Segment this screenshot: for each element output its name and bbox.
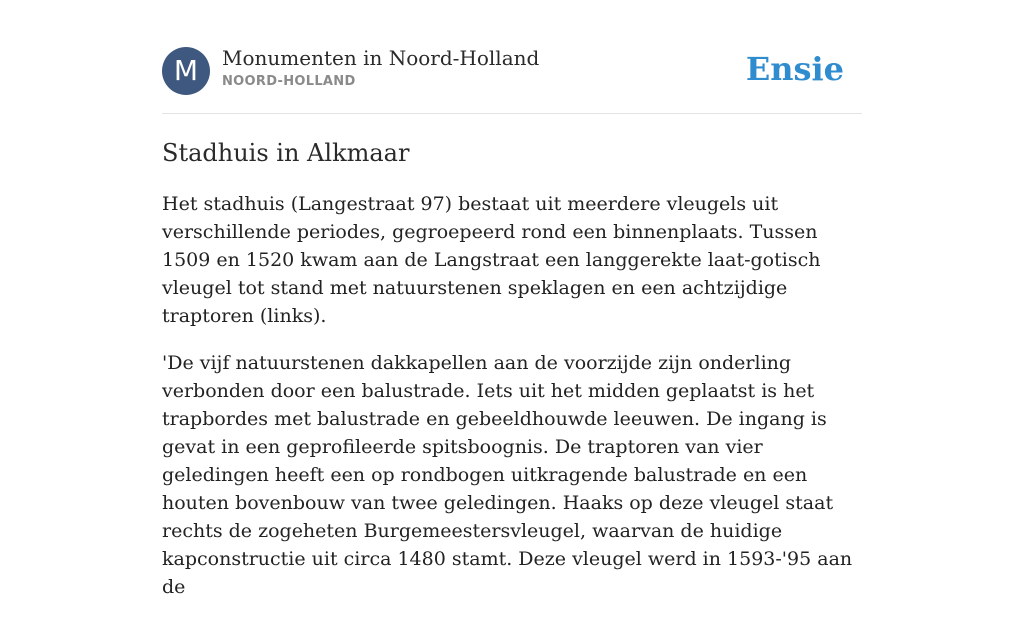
ensie-logo-link[interactable]: Ensie — [745, 50, 844, 88]
article-body — [162, 190, 866, 620]
collection-title[interactable]: Monumenten in Noord-Holland — [222, 46, 540, 70]
article-paragraph: Het stadhuis (Langestraat 97) bestaat uit meerdere vleugels uit verschillende periodes, gegroepeerd rond een binnenplaats. Tussen 1509 en 1520 kwam aan de Langstraat een langgerekte laat-gotisch vleugel tot stand met natuurstenen speklagen en een achtzijdige traptoren (links). — [162, 193, 821, 327]
avatar[interactable]: M — [162, 47, 210, 95]
page-container — [162, 0, 862, 598]
collection-subtitle[interactable]: NOORD-HOLLAND — [222, 74, 356, 89]
article-paragraph: 'De vijf natuurstenen dakkapellen aan de voorzijde zijn onderling verbonden door een balustrade. Iets uit het midden geplaatst is het trapbordes met balustrade en gebeeldhouwde leeuwen. De ingang is gevat in een geprofileerde spitsboognis. De traptoren van vier geledingen heeft een op rondbogen uitkragende balustrade en een houten bovenbouw van twee geledingen. Haaks op deze vleugel staat rechts de zogeheten Burgemeestersvleugel, waarvan de huidige kapconstructie uit circa 1480 stamt. Deze vleugel werd in 1593-'95 aan de — [162, 352, 853, 598]
article-title: Stadhuis in Alkmaar — [162, 139, 410, 167]
header — [162, 0, 862, 114]
